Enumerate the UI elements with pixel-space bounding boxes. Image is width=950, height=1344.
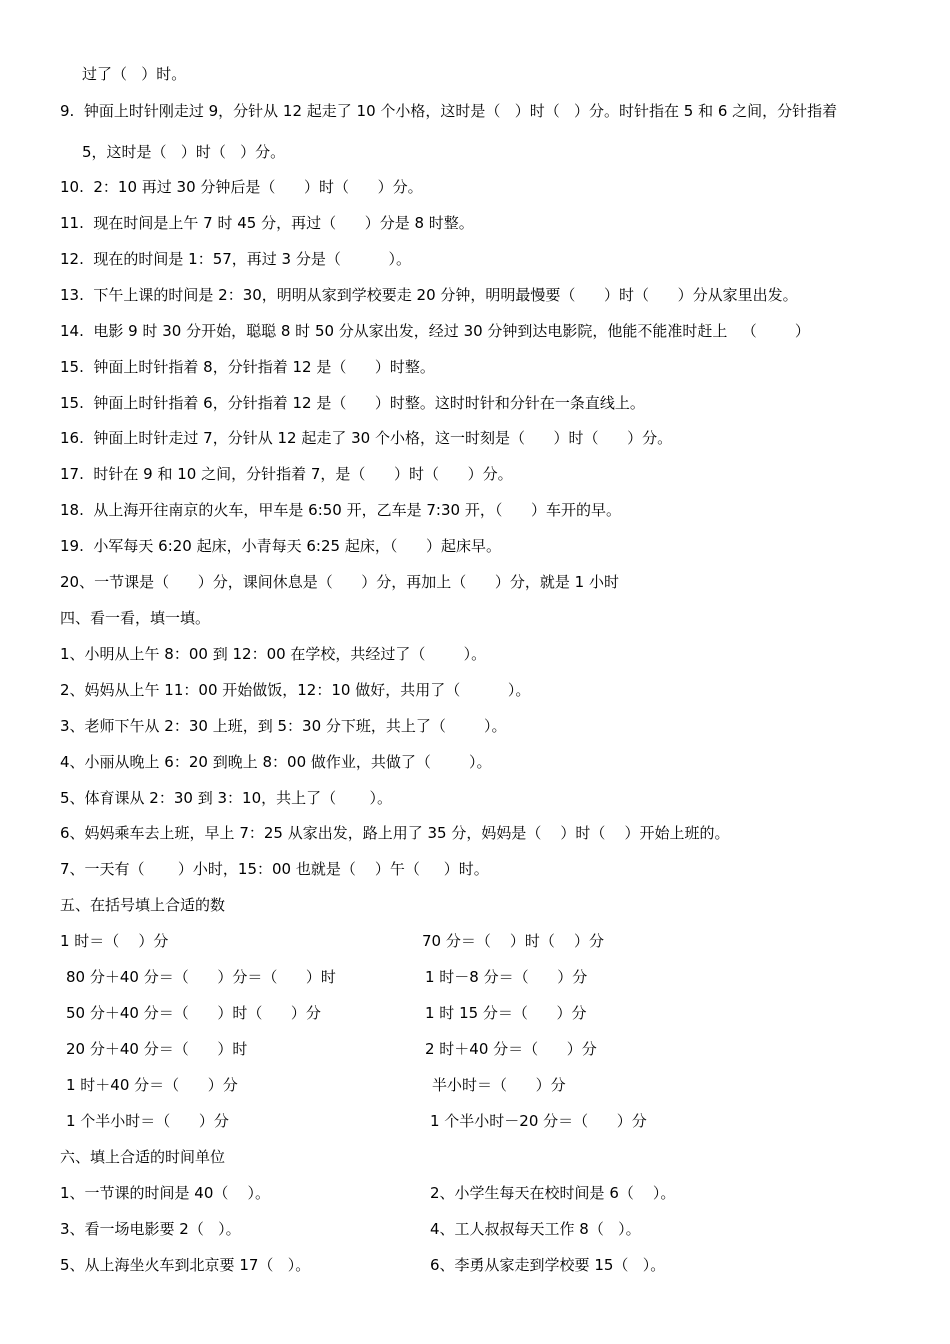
section-5-right-item: 半小时＝（ ）分	[432, 1076, 566, 1094]
question-15a: 15. 钟面上时针指着 8，分针指着 12 是（ ）时整。	[60, 358, 435, 376]
section-5-left-item: 1 时＝（ ）分	[60, 932, 169, 950]
section-4-item: 6、妈妈乘车去上班，早上 7：25 从家出发，路上用了 35 分，妈妈是（ ）时（ ）开始上班的。	[60, 824, 730, 842]
section-4-item: 4、小丽从晚上 6：20 到晚上 8：00 做作业，共做了（ ）。	[60, 753, 492, 771]
section-4-item: 3、老师下午从 2：30 上班，到 5：30 分下班，共上了（ ）。	[60, 717, 507, 735]
question-11: 11. 现在时间是上午 7 时 45 分，再过（ ）分是 8 时整。	[60, 214, 474, 232]
question-13: 13. 下午上课的时间是 2：30，明明从家到学校要走 20 分钟，明明最慢要（ ）时（ ）分从家里出发。	[60, 286, 798, 304]
section-6-left-item: 1、一节课的时间是 40（ ）。	[60, 1184, 270, 1202]
section-6-right-item: 2、小学生每天在校时间是 6（ ）。	[430, 1184, 676, 1202]
section-5-right-item: 2 时＋40 分＝（ ）分	[425, 1040, 597, 1058]
section-5-left-item: 50 分＋40 分＝（ ）时（ ）分	[66, 1004, 321, 1022]
section-5-right-item: 1 时 15 分＝（ ）分	[425, 1004, 587, 1022]
section-5-left-item: 1 个半小时＝（ ）分	[66, 1112, 229, 1130]
question-12: 12. 现在的时间是 1：57，再过 3 分是（ ）。	[60, 250, 412, 268]
section-5-right-item: 70 分＝（ ）时（ ）分	[422, 932, 605, 950]
section-5-left-item: 80 分＋40 分＝（ ）分＝（ ）时	[66, 968, 336, 986]
section-6-right-item: 6、李勇从家走到学校要 15（ ）。	[430, 1256, 666, 1274]
section-5-left-item: 1 时＋40 分＝（ ）分	[66, 1076, 238, 1094]
section-5-heading: 五、在括号填上合适的数	[60, 896, 226, 914]
question-17: 17. 时针在 9 和 10 之间，分针指着 7，是（ ）时（ ）分。	[60, 465, 513, 483]
question-10: 10. 2：10 再过 30 分钟后是（ ）时（ ）分。	[60, 178, 423, 196]
section-4-item: 7、一天有（ ）小时，15：00 也就是（ ）午（ ）时。	[60, 860, 489, 878]
section-5-left-item: 20 分＋40 分＝（ ）时	[66, 1040, 248, 1058]
section-4-heading: 四、看一看，填一填。	[60, 609, 211, 627]
question-19: 19. 小军每天 6:20 起床，小青每天 6:25 起床，（ ）起床早。	[60, 537, 501, 555]
section-6-left-item: 5、从上海坐火车到北京要 17（ ）。	[60, 1256, 311, 1274]
section-6-right-item: 4、工人叔叔每天工作 8（ ）。	[430, 1220, 641, 1238]
section-4-item: 2、妈妈从上午 11：00 开始做饭，12：10 做好，共用了（ ）。	[60, 681, 531, 699]
question-16: 16. 钟面上时针走过 7，分针从 12 起走了 30 个小格，这一时刻是（ ）时（ ）分。	[60, 429, 673, 447]
section-6-left-item: 3、看一场电影要 2（ ）。	[60, 1220, 241, 1238]
question-9-line-1: 9. 钟面上时针刚走过 9，分针从 12 起走了 10 个小格，这时是（ ）时（ ）分。时针指在 5 和 6 之间，分针指着	[60, 102, 838, 120]
question-20: 20、一节课是（ ）分，课间休息是（ ）分，再加上（ ）分，就是 1 小时	[60, 573, 619, 591]
section-5-right-item: 1 时－8 分＝（ ）分	[425, 968, 588, 986]
section-4-item: 1、小明从上午 8：00 到 12：00 在学校，共经过了（ ）。	[60, 645, 487, 663]
question-continuation: 过了（ ）时。	[82, 65, 187, 83]
question-14: 14. 电影 9 时 30 分开始，聪聪 8 时 50 分从家出发，经过 30 分钟到达电影院，他能不能准时赶上 （ ）	[60, 322, 810, 340]
section-4-item: 5、体育课从 2：30 到 3：10，共上了（ ）。	[60, 789, 392, 807]
question-9-line-2: 5，这时是（ ）时（ ）分。	[82, 143, 286, 161]
section-5-right-item: 1 个半小时－20 分＝（ ）分	[430, 1112, 647, 1130]
question-18: 18. 从上海开往南京的火车，甲车是 6:50 开，乙车是 7:30 开，（ ）车开的早。	[60, 501, 621, 519]
question-15b: 15. 钟面上时针指着 6，分针指着 12 是（ ）时整。这时时针和分针在一条直线上。	[60, 394, 645, 412]
section-6-heading: 六、填上合适的时间单位	[60, 1148, 226, 1166]
